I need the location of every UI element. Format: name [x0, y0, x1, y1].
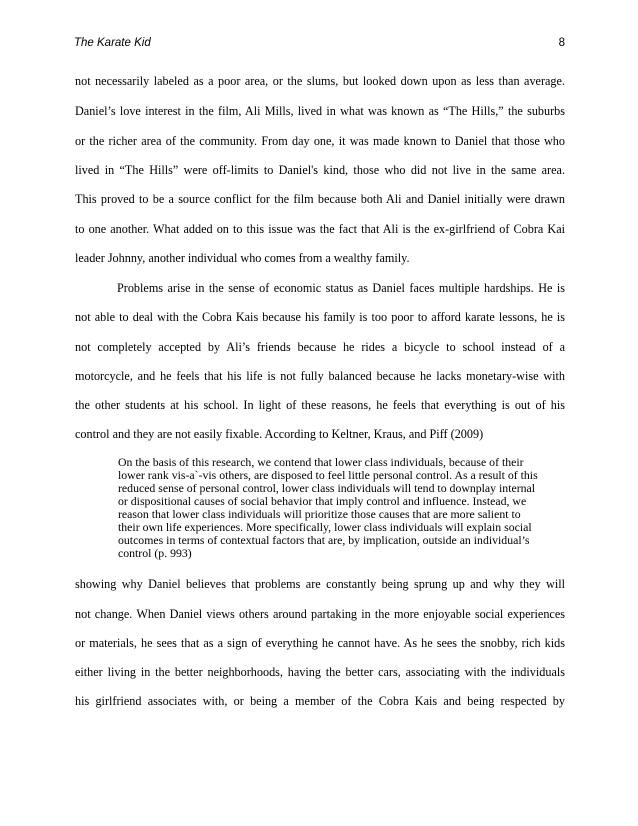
body-line: or materials, he sees that as a sign of everything he cannot have. As he sees the snobby, rich kids	[75, 636, 565, 650]
block-quote-line: control (p. 993)	[118, 546, 192, 560]
body-line: not necessarily labeled as a poor area, or the slums, but looked down upon as less than average.	[75, 74, 565, 88]
body-line: the other students at his school. In light of these reasons, he feels that everything is out of his	[75, 398, 565, 412]
running-title: The Karate Kid	[74, 37, 151, 49]
body-line: to one another. What added on to this issue was the fact that Ali is the ex-girlfriend of Cobra Kai	[75, 222, 565, 236]
body-line: motorcycle, and he feels that his life is not fully balanced because he lacks monetary-wise with	[75, 369, 565, 383]
body-line: not change. When Daniel views others around partaking in the more enjoyable social experiences	[75, 607, 565, 621]
body-line: This proved to be a source conflict for the film because both Ali and Daniel initially were drawn	[75, 192, 565, 206]
body-line: Daniel’s love interest in the film, Ali Mills, lived in what was known as “The Hills,” the suburbs	[75, 104, 565, 118]
block-quote-line: outcomes in terms of contextual factors that are, by implication, outside an individual’s	[118, 533, 530, 547]
body-line: his girlfriend associates with, or being a member of the Cobra Kais and being respected by	[75, 694, 565, 708]
body-line: or the richer area of the community. From day one, it was made known to Daniel that those who	[75, 134, 565, 148]
body-line: either living in the better neighborhoods, having the better cars, associating with the individuals	[75, 665, 565, 679]
block-quote-line: reason that lower class individuals will prioritize those causes that are more salient to	[118, 507, 521, 521]
paragraph-first-line: Problems arise in the sense of economic status as Daniel faces multiple hardships. He is	[117, 281, 565, 295]
body-line: leader Johnny, another individual who comes from a wealthy family.	[75, 251, 410, 265]
body-line: not able to deal with the Cobra Kais because his family is too poor to afford karate lessons, he is	[75, 310, 565, 324]
body-line: control and they are not easily fixable. According to Keltner, Kraus, and Piff (2009)	[75, 427, 484, 441]
block-quote-line: reduced sense of personal control, lower class individuals will tend to downplay internal	[118, 481, 536, 495]
body-line: not completely accepted by Ali’s friends because he rides a bicycle to school instead of a	[75, 340, 565, 354]
block-quote-line: lower rank vis-a`-vis others, are disposed to feel little personal control. As a result of this	[118, 468, 538, 482]
body-line: lived in “The Hills” were off-limits to Daniel's kind, those who did not live in the same area.	[75, 163, 565, 177]
page-number: 8	[558, 37, 565, 49]
block-quote-line: or dispositional causes of social behavior that imply control and influence. Instead, we	[118, 494, 527, 508]
body-line: showing why Daniel believes that problems are constantly being sprung up and why they will	[75, 577, 565, 591]
block-quote-line: their own life experiences. More specifically, lower class individuals will explain social	[118, 520, 532, 534]
block-quote-line: On the basis of this research, we contend that lower class individuals, because of their	[118, 455, 524, 469]
